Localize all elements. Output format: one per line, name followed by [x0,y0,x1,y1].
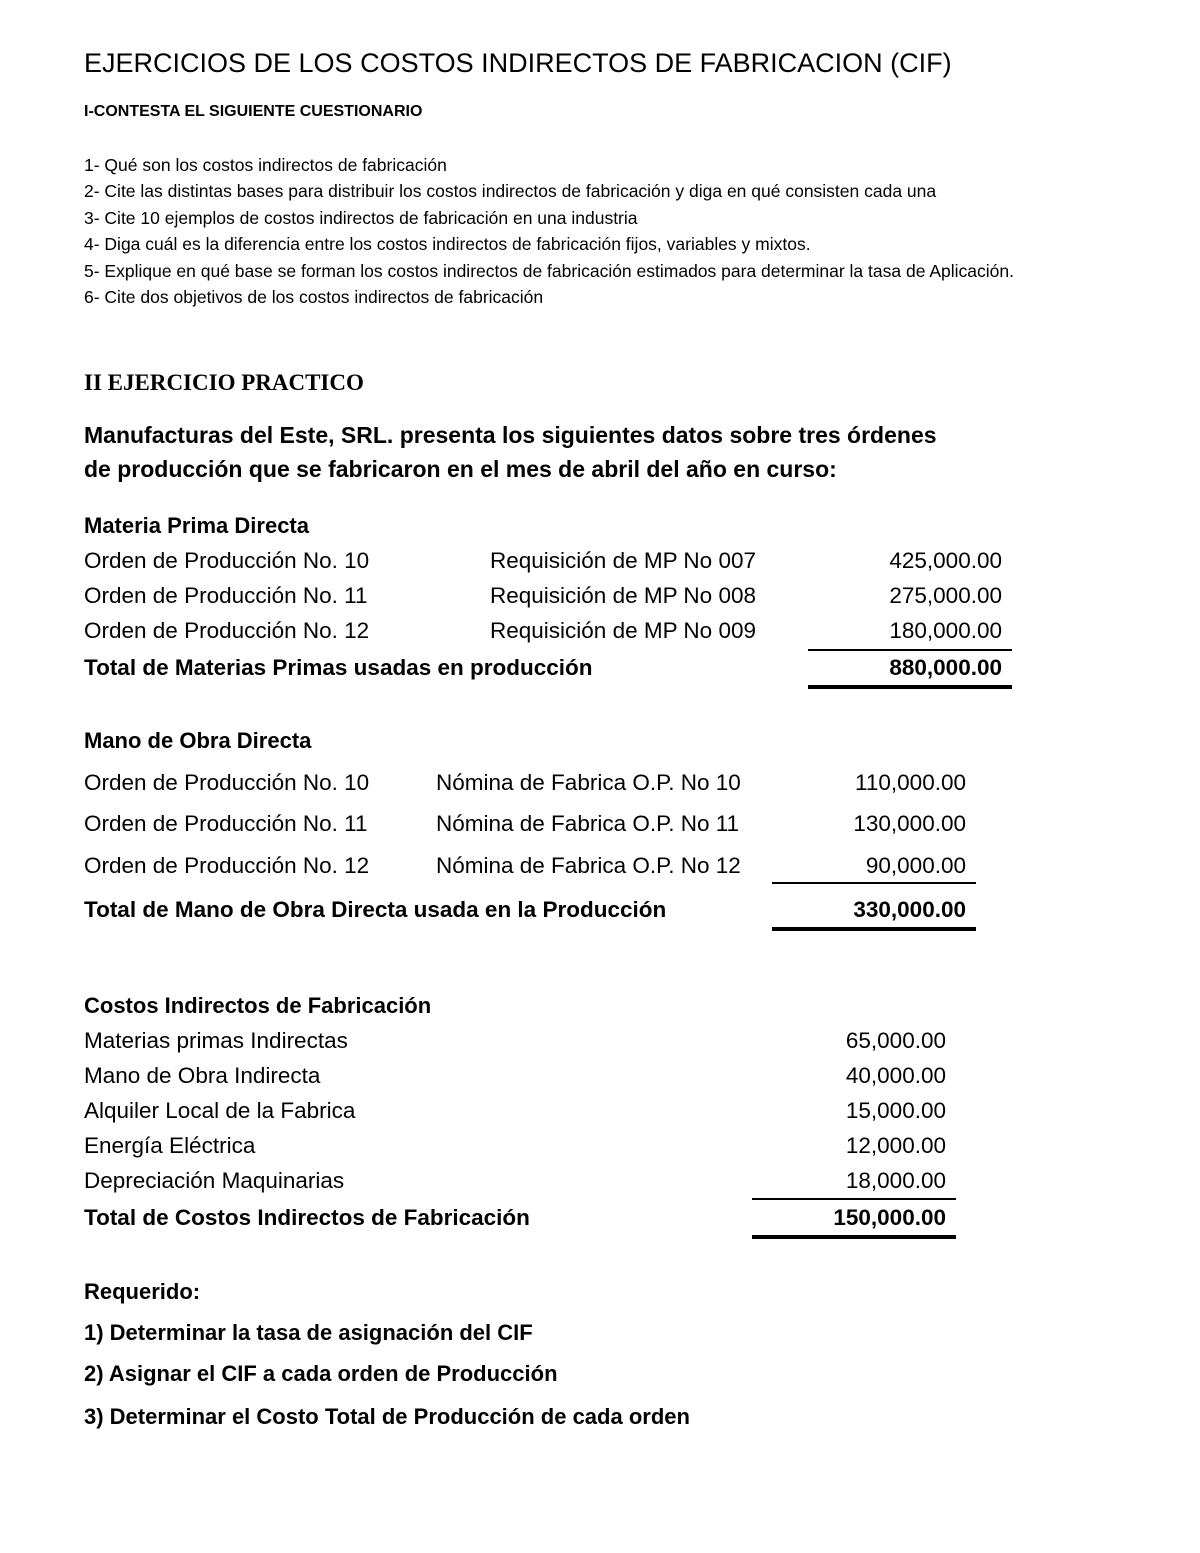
cif-row-1-label: Materias primas Indirectas [84,1028,348,1053]
mp-row-2-amount: 275,000.00 [889,583,1002,608]
mod-total-label: Total de Mano de Obra Directa usada en la Producción [84,897,667,922]
mod-row-1-doc: Nómina de Fabrica O.P. No 10 [436,770,741,795]
mod-row-2-amount: 130,000.00 [853,811,966,836]
mod-heading: Mano de Obra Directa [84,728,312,753]
mod-total-amount: 330,000.00 [853,897,966,922]
cif-subtotal-line [752,1198,956,1200]
required-item-3: 3) Determinar el Costo Total de Producción de cada orden [84,1404,690,1429]
mod-row-1-amount: 110,000.00 [855,770,966,795]
cif-row-4-label: Energía Eléctrica [84,1133,256,1158]
required-item-2: 2) Asignar el CIF a cada orden de Producción [84,1361,558,1386]
mp-total-double-line [808,685,1012,689]
cif-row-3-label: Alquiler Local de la Fabrica [84,1098,356,1123]
mp-total-label: Total de Materias Primas usadas en producción [84,655,593,680]
required-heading: Requerido: [84,1279,201,1304]
mp-total-amount: 880,000.00 [889,655,1002,680]
mod-row-2-doc: Nómina de Fabrica O.P. No 11 [436,811,740,836]
mod-row-3-doc: Nómina de Fabrica O.P. No 12 [436,853,741,878]
intro-line-1: Manufacturas del Este, SRL. presenta los siguientes datos sobre tres órdenes [84,422,937,448]
cif-row-2-label: Mano de Obra Indirecta [84,1063,321,1088]
mod-total-double-line [772,927,976,931]
cif-row-3-amount: 15,000.00 [845,1098,946,1123]
question-4: 4- Diga cuál es la diferencia entre los costos indirectos de fabricación fijos, variables y mixtos. [84,234,811,254]
cif-heading: Costos Indirectos de Fabricación [84,993,432,1018]
mp-row-1-amount: 425,000.00 [889,548,1002,573]
mp-row-1-label: Orden de Producción No. 10 [84,548,370,573]
mp-row-2-label: Orden de Producción No. 11 [84,583,368,608]
cif-row-1-amount: 65,000.00 [845,1028,946,1053]
question-5: 5- Explique en qué base se forman los costos indirectos de fabricación estimados para determinar la tasa de Aplicación. [84,261,1014,281]
mp-row-3-amount: 180,000.00 [889,618,1002,643]
document-title: EJERCICIOS DE LOS COSTOS INDIRECTOS DE FABRICACION (CIF) [84,48,952,78]
mp-row-3-label: Orden de Producción No. 12 [84,618,370,643]
intro-line-2: de producción que se fabricaron en el mes de abril del año en curso: [84,456,837,482]
cif-row-5-amount: 18,000.00 [845,1168,946,1193]
required-item-1: 1) Determinar la tasa de asignación del CIF [84,1320,533,1345]
mp-row-1-doc: Requisición de MP No 007 [490,548,756,573]
question-2: 2- Cite las distintas bases para distribuir los costos indirectos de fabricación y diga en qué consisten cada una [84,181,937,201]
mp-heading: Materia Prima Directa [84,513,309,538]
cif-total-amount: 150,000.00 [833,1205,946,1230]
mp-row-3-doc: Requisición de MP No 009 [490,618,756,643]
question-3: 3- Cite 10 ejemplos de costos indirectos de fabricación en una industria [84,208,638,228]
cif-row-4-amount: 12,000.00 [845,1133,946,1158]
section1-heading: I-CONTESTA EL SIGUIENTE CUESTIONARIO [84,103,423,120]
question-1: 1- Qué son los costos indirectos de fabricación [84,155,447,175]
mp-row-2-doc: Requisición de MP No 008 [490,583,756,608]
question-6: 6- Cite dos objetivos de los costos indirectos de fabricación [84,287,544,307]
cif-row-2-amount: 40,000.00 [845,1063,946,1088]
section2-heading: II EJERCICIO PRACTICO [84,370,364,395]
mp-subtotal-line [808,649,1012,651]
mod-row-1-label: Orden de Producción No. 10 [84,770,370,795]
mod-subtotal-line [772,882,976,884]
mod-row-3-amount: 90,000.00 [865,853,966,878]
mod-row-3-label: Orden de Producción No. 12 [84,853,370,878]
mod-row-2-label: Orden de Producción No. 11 [84,811,368,836]
cif-total-label: Total de Costos Indirectos de Fabricación [84,1205,530,1230]
cif-row-5-label: Depreciación Maquinarias [84,1168,345,1193]
cif-total-double-line [752,1235,956,1239]
